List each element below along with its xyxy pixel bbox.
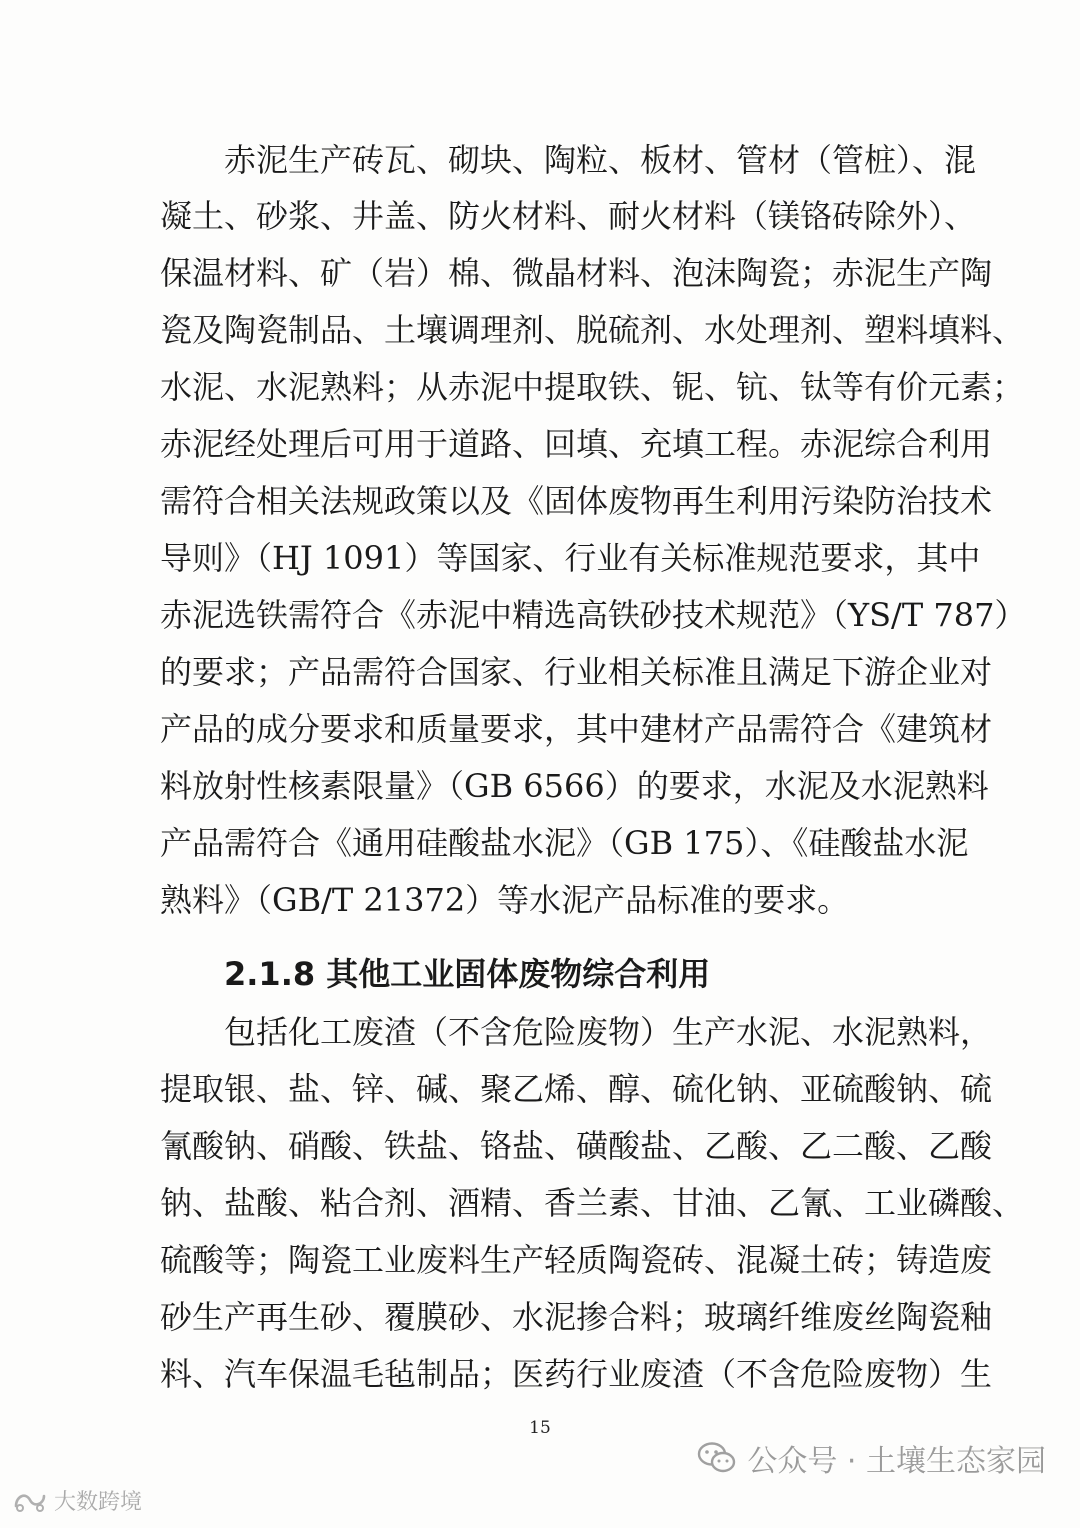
body-line: 赤泥经处理后可用于道路、回填、充填工程。赤泥综合利用 [160,425,993,463]
body-line: 保温材料、矿（岩）棉、微晶材料、泡沫陶瓷；赤泥生产陶 [160,254,993,292]
body-line: 需符合相关法规政策以及《固体废物再生利用污染防治技术 [160,482,993,520]
section-line: 钠、盐酸、粘合剂、酒精、香兰素、甘油、乙氰、工业磷酸、 [160,1184,1025,1222]
body-line: 产品需符合《通用硅酸盐水泥》（GB 175）、《硅酸盐水泥 [160,824,969,862]
body-line: 产品的成分要求和质量要求，其中建材产品需符合《建筑材 [160,710,993,748]
wechat-icon [697,1441,737,1475]
wechat-watermark [697,1436,1046,1480]
brand-logo-icon [12,1488,48,1514]
section-line: 料、汽车保温毛毡制品；医药行业废渣（不含危险废物）生 [160,1355,993,1393]
section-line: 包括化工废渣（不含危险废物）生产水泥、水泥熟料， [224,1013,993,1051]
body-line: 熟料》（GB/T 21372）等水泥产品标准的要求。 [160,881,850,919]
watermark-text: 公众号 · 土壤生态家园 [747,1444,1046,1479]
section-line: 提取银、盐、锌、碱、聚乙烯、醇、硫化钠、亚硫酸钠、硫 [160,1070,993,1108]
body-line: 水泥、水泥熟料；从赤泥中提取铁、铌、钪、钛等有价元素； [160,368,1025,406]
body-line: 导则》（HJ 1091）等国家、行业有关标准规范要求，其中 [160,539,981,577]
body-line: 的要求；产品需符合国家、行业相关标准且满足下游企业对 [160,653,993,691]
section-heading: 2.1.8 其他工业固体废物综合利用 [224,955,711,993]
body-line: 瓷及陶瓷制品、土壤调理剂、脱硫剂、水处理剂、塑料填料、 [160,311,1025,349]
brand-watermark [12,1485,142,1516]
body-line: 赤泥选铁需符合《赤泥中精选高铁砂技术规范》（YS/T 787） [160,596,1027,634]
watermark-brand-text: 大数跨境 [54,1490,143,1515]
body-line: 料放射性核素限量》（GB 6566）的要求，水泥及水泥熟料 [160,767,989,805]
body-line: 赤泥生产砖瓦、砌块、陶粒、板材、管材（管桩）、混 [224,141,977,179]
section-line: 氰酸钠、硝酸、铁盐、铬盐、磺酸盐、乙酸、乙二酸、乙酸 [160,1127,993,1165]
page-number: 15 [529,1418,551,1438]
section-line: 硫酸等；陶瓷工业废料生产轻质陶瓷砖、混凝土砖；铸造废 [160,1241,993,1279]
section-line: 砂生产再生砂、覆膜砂、水泥掺合料；玻璃纤维废丝陶瓷釉 [160,1298,993,1336]
body-line: 凝土、砂浆、井盖、防火材料、耐火材料（镁铬砖除外）、 [160,197,977,235]
